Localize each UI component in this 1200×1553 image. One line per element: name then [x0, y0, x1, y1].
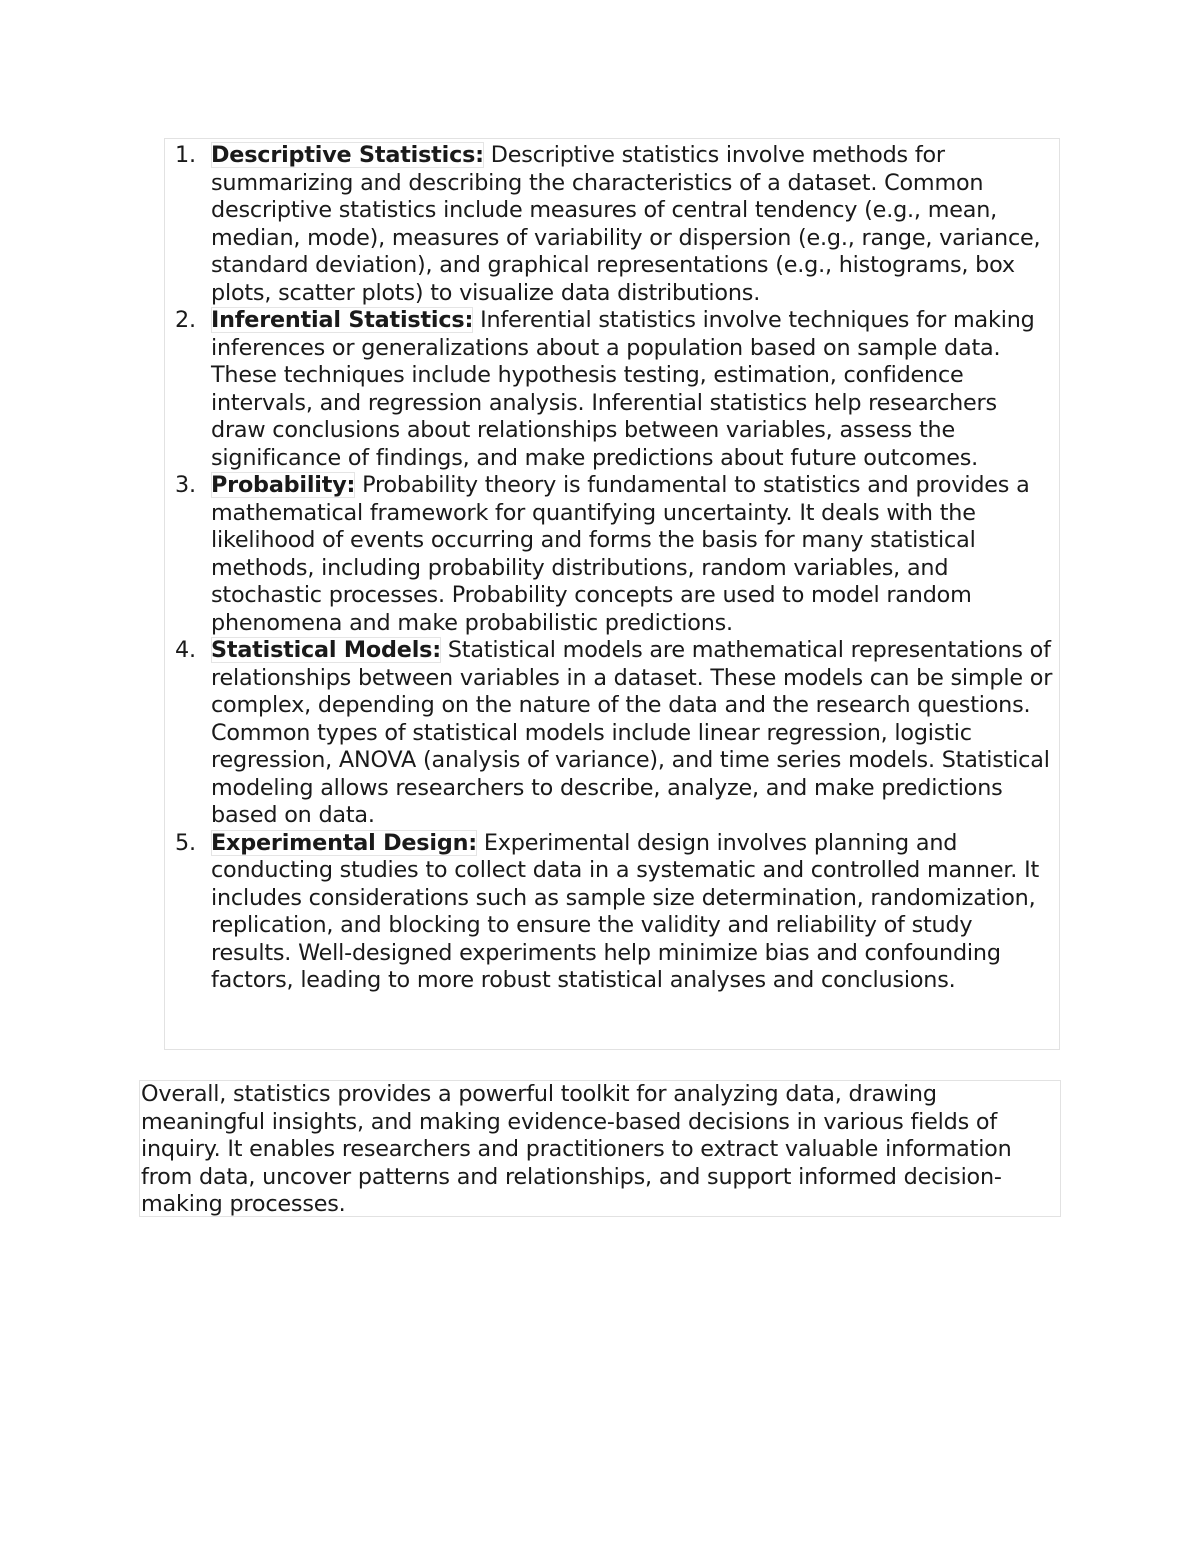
list-item-text: Probability theory is fundamental to statistics and provides a mathematical framework for quantifying uncertainty. It deals with the likelihood of events occurring and forms the basis for many statistical methods, including probability distributions, random variables, and stochastic processes. Probability concepts are used to model random phenomena and make probabilistic predictions. [211, 472, 1030, 636]
list-item-term: Inferential Statistics: [211, 307, 474, 333]
list-item [165, 830, 1061, 995]
list-item-term: Probability: [211, 472, 356, 498]
list-item [165, 472, 1061, 637]
statistics-topics-list [165, 142, 1061, 995]
list-item-text: Experimental design involves planning and conducting studies to collect data in a systematic and controlled manner. It includes considerations such as sample size determination, randomization, replication, and blocking to ensure the validity and reliability of study results. Well-designed experiments help minimize bias and confounding factors, leading to more robust statistical analyses and conclusions. [211, 829, 1039, 993]
list-item [165, 637, 1061, 830]
list-item-number: 2. [175, 307, 196, 333]
list-item-number: 4. [175, 637, 196, 663]
list-item-term: Statistical Models: [211, 637, 441, 663]
list-item-term: Experimental Design: [211, 829, 477, 856]
list-item-text: Descriptive statistics involve methods for summarizing and describing the characteristics of a dataset. Common descriptive statistics include measures of central tendency (e.g., mean, median, mode), measures of variability or dispersion (e.g., range, variance, standard deviation), and graphical representations (e.g., histograms, box plots, scatter plots) to visualize data distributions. [211, 142, 1041, 306]
list-item-text: Statistical models are mathematical representations of relationships between variables in a dataset. These models can be simple or complex, depending on the nature of the data and the research questions. Common types of statistical models include linear regression, logistic regression, ANOVA (analysis of variance), and time series models. Statistical modeling allows researchers to describe, analyze, and make predictions based on data. [211, 637, 1053, 828]
list-item-number: 3. [175, 472, 196, 498]
list-item-term: Descriptive Statistics: [211, 142, 484, 168]
list-item-number: 5. [175, 829, 196, 856]
statistics-topics-list-box [164, 138, 1060, 1050]
summary-box [139, 1080, 1061, 1217]
list-item-number: 1. [175, 142, 196, 168]
list-item [165, 307, 1061, 472]
summary-paragraph: Overall, statistics provides a powerful toolkit for analyzing data, drawing meaningful insights, and making evidence-based decisions in various fields of inquiry. It enables researchers and practitioners to extract valuable information from data, uncover patterns and relationships, and support informed decision-making processes. [141, 1081, 1012, 1217]
list-item [165, 142, 1061, 307]
list-item-text: Inferential statistics involve techniques for making inferences or generalizations about a population based on sample data. These techniques include hypothesis testing, estimation, confidence intervals, and regression analysis. Inferential statistics help researchers draw conclusions about relationships between variables, assess the significance of findings, and make predictions about future outcomes. [211, 307, 1035, 471]
